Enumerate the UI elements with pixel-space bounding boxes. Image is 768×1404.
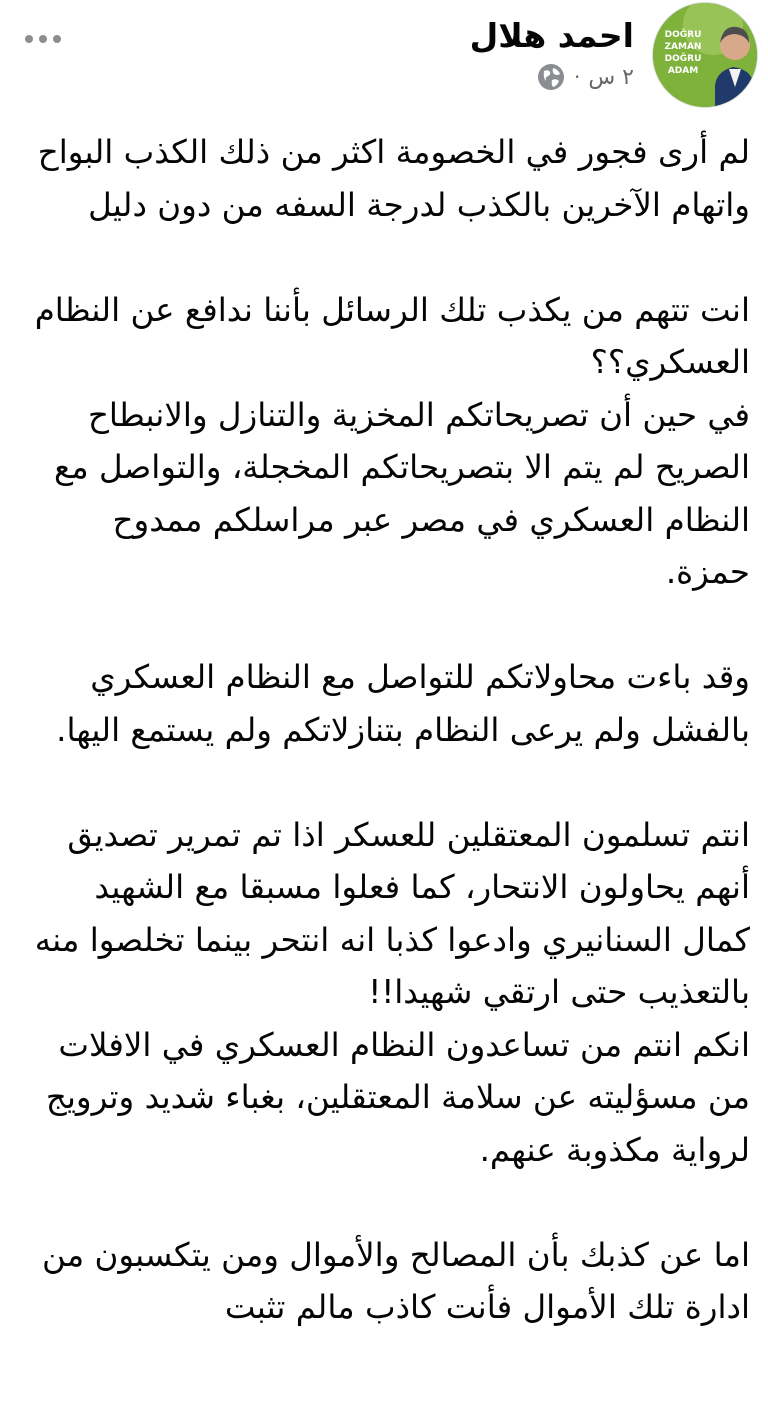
more-dots-icon [25, 35, 33, 43]
meta-separator: · [573, 65, 581, 89]
post-paragraph-4: وقد باءت محاولاتكم للتواصل مع النظام العسكري بالفشل ولم يرعى النظام بتنازلاتكم ولم يستمع اليها. [56, 658, 750, 749]
post-body [30, 126, 750, 1334]
globe-icon[interactable] [536, 62, 566, 92]
post-meta [536, 62, 634, 92]
post-time[interactable]: ٢ س [588, 64, 634, 90]
post-paragraph-7: اما عن كذبك بأن المصالح والأموال ومن يتكسبون من ادارة تلك الأموال فأنت كاذب مالم تثبت [42, 1235, 750, 1326]
avatar-text-2: ZAMAN [664, 42, 702, 52]
avatar-text-1: DOĞRU [664, 30, 702, 40]
more-options-button[interactable] [18, 24, 68, 54]
avatar-text-4: ADAM [667, 66, 699, 76]
author-name[interactable]: احمد هلال [469, 16, 634, 55]
post-paragraph-2: انت تتهم من يكذب تلك الرسائل بأننا ندافع عن النظام العسكري؟؟ [34, 290, 750, 381]
post-paragraph-3: في حين أن تصريحاتكم المخزية والتنازل والانبطاح الصريح لم يتم الا بتصريحاتكم المخجلة، والتواصل مع النظام العسكري في مصر عبر مراسلكم ممدوح حمزة. [53, 395, 750, 591]
post-paragraph-1: لم أرى فجور في الخصومة اكثر من ذلك الكذب البواح واتهام الآخرين بالكذب لدرجة السفه من دون دليل [37, 133, 750, 224]
avatar-image [653, 3, 757, 107]
post-header [0, 0, 768, 110]
avatar[interactable] [652, 2, 758, 108]
avatar-text-3: DOĞRU [664, 54, 702, 64]
post-paragraph-6: انكم انتم من تساعدون النظام العسكري في الافلات من مسؤليته عن سلامة المعتقلين، بغباء شديد وترويج لرواية مكذوبة عنهم. [45, 1025, 750, 1169]
post-paragraph-5: انتم تسلمون المعتقلين للعسكر اذا تم تمرير تصديق أنهم يحاولون الانتحار، كما فعلوا مسبقا مع الشهيد كمال السنانيري وادعوا كذبا انه انتحر بينما تخلصوا منه بالتعذيب حتى ارتقي شهيدا!! [34, 815, 750, 1011]
